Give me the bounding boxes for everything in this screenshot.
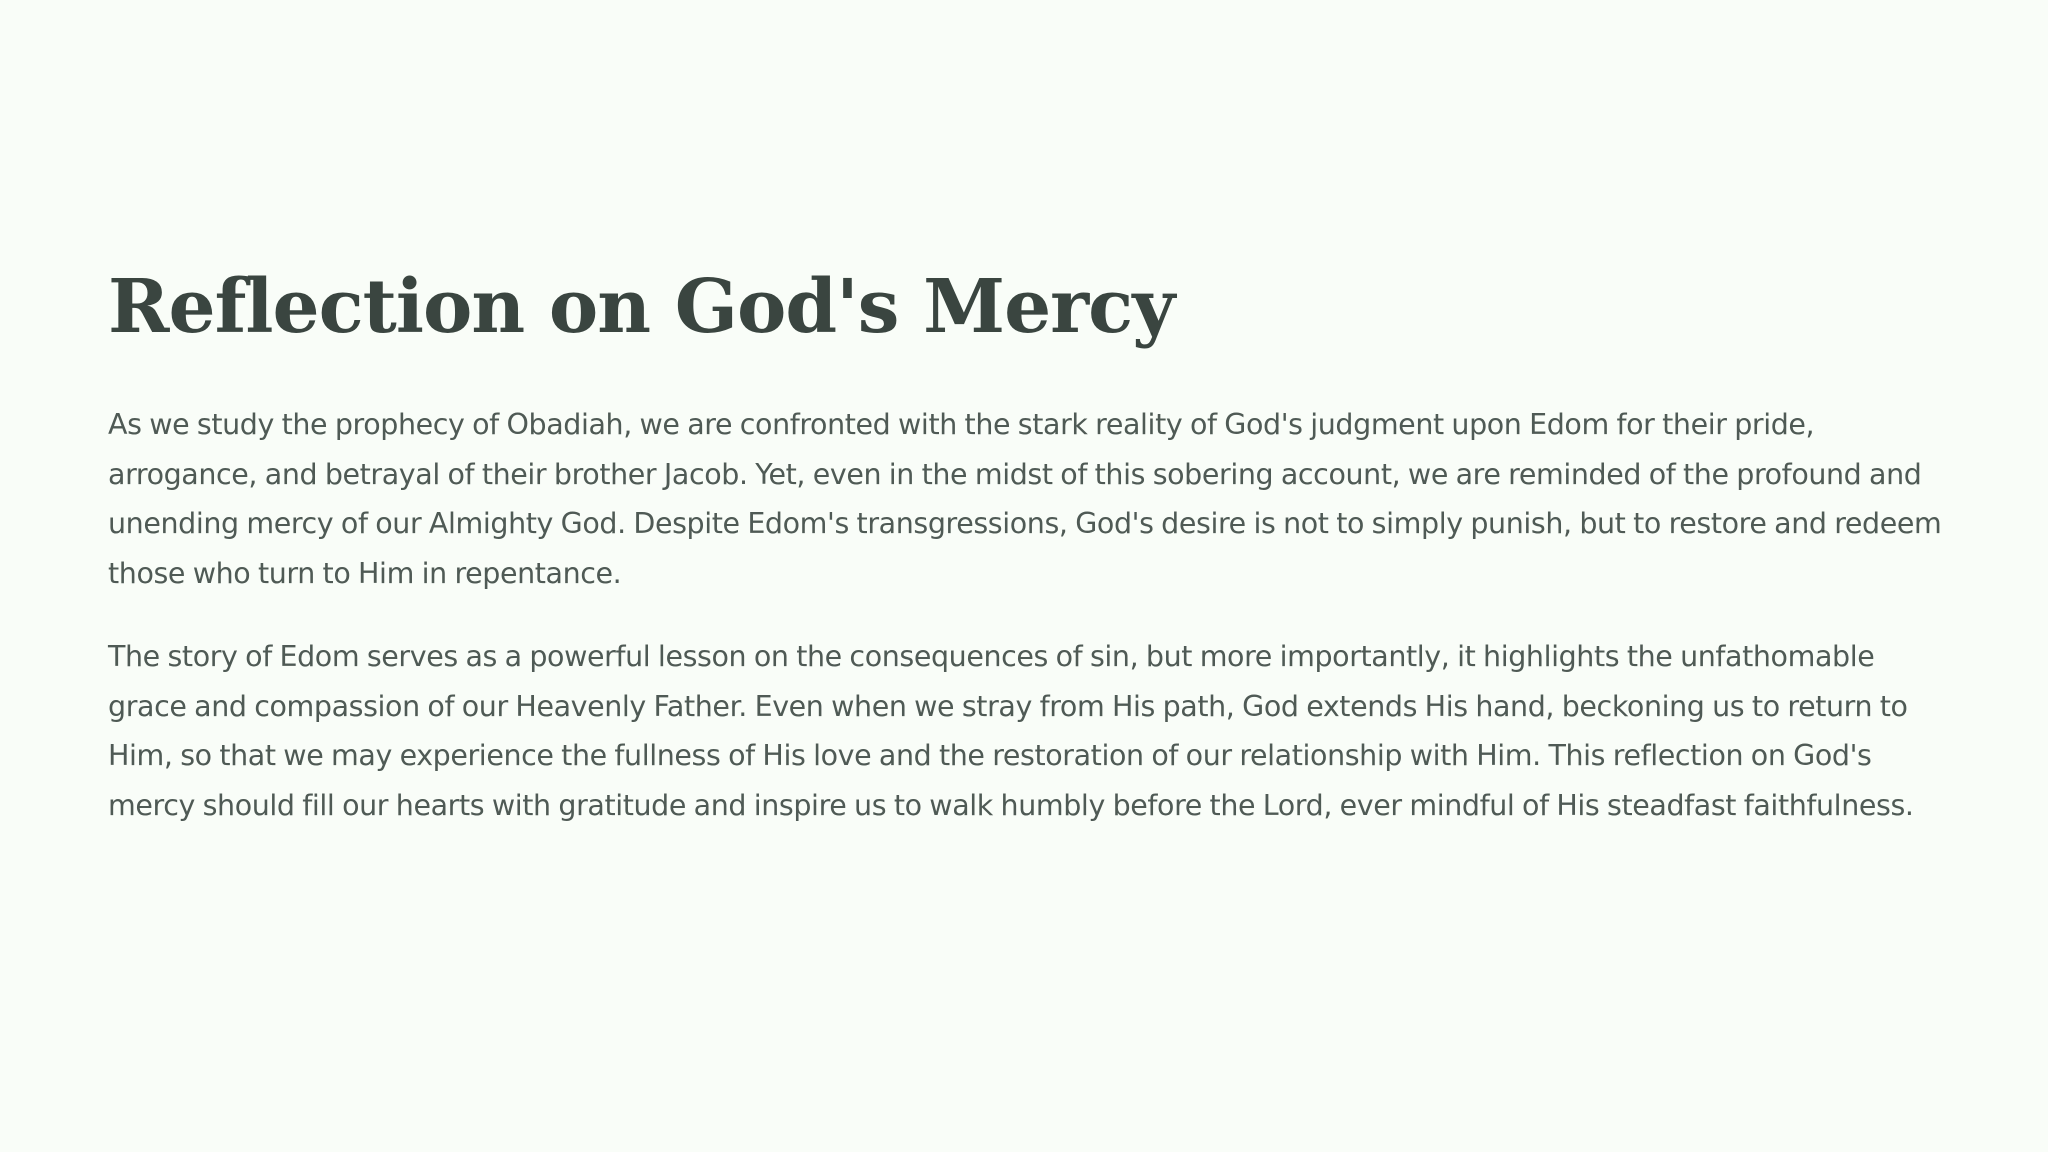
slide-body [108, 400, 1948, 830]
slide-title: Reflection on God's Mercy [108, 264, 1175, 350]
paragraph-obadiah-judgment: As we study the prophecy of Obadiah, we are confronted with the stark reality of God's judgment upon Edom for their pride, arrogance, and betrayal of their brother Jacob. Yet, even in the midst of this sobering account, we are reminded of the profound and unending mercy of our Almighty God. Despite Edom's transgressions, God's desire is not to simply punish, but to restore and redeem those who turn to Him in repentance. [108, 408, 1942, 590]
paragraph-edom-lesson: The story of Edom serves as a powerful lesson on the consequences of sin, but more importantly, it highlights the unfathomable grace and compassion of our Heavenly Father. Even when we stray from His path, God extends His hand, beckoning us to return to Him, so that we may experience the fullness of His love and the restoration of our relationship with Him. This reflection on God's mercy should fill our hearts with gratitude and inspire us to walk humbly before the Lord, ever mindful of His steadfast faithfulness. [108, 640, 1914, 822]
slide-content [108, 262, 1948, 830]
